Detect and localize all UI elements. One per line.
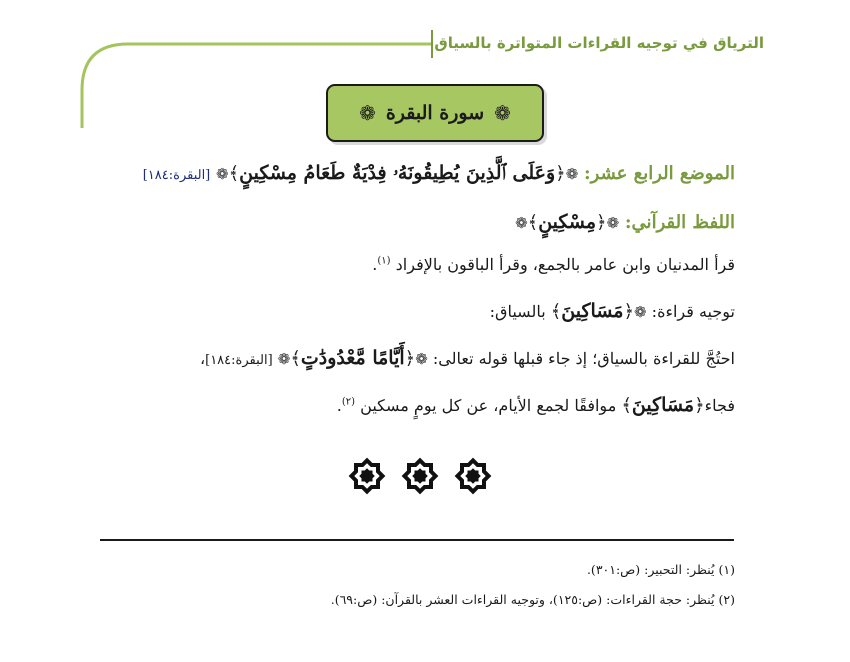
- tawjih-prefix: توجيه قراءة:: [651, 302, 735, 321]
- footnote: [95, 562, 735, 577]
- readings-line: [95, 255, 735, 274]
- ayah-bracket-open: ﴿: [694, 395, 705, 416]
- period: .: [336, 396, 342, 415]
- word-label: اللفظ القرآني:: [624, 212, 735, 233]
- surah-title: سورة البقرة: [385, 102, 485, 124]
- footnote-marker-1: (١): [377, 255, 391, 267]
- entry-ayah: وَعَلَى ٱلَّذِينَ يُطِيقُونَهُۥ فِدْيَةٌ طَعَامُ مِسْكِينٍ: [239, 162, 556, 184]
- readings-text: قرأ المدنيان وابن عامر بالجمع، وقرأ الباقون بالإفراد: [395, 255, 735, 274]
- star-ornament-icon: [398, 454, 442, 498]
- tawjih-suffix: بالسياق:: [489, 302, 546, 321]
- flower-close-icon: ❁: [216, 165, 229, 183]
- ayah-bracket-close: ﴾: [228, 163, 240, 184]
- tawjih-line: [95, 300, 735, 322]
- conclusion-prefix: فجاء: [704, 396, 735, 415]
- flower-open-icon: ❁: [634, 303, 647, 321]
- surah-title-box: [326, 84, 544, 142]
- footnote-divider: [100, 539, 734, 541]
- footnote-number: (١): [718, 562, 735, 577]
- ayah-bracket-close: ﴾: [550, 301, 562, 322]
- conclusion-text: موافقًا لجمع الأيام، عن كل يومٍ مسكين: [360, 396, 617, 415]
- argument-trail: ،: [199, 349, 206, 368]
- ayah-bracket-close: ﴾: [290, 348, 301, 369]
- ayah-bracket-open: ﴿: [596, 212, 607, 233]
- entry-line: [95, 162, 735, 184]
- conclusion-line: [95, 394, 735, 416]
- footnote-number: (٢): [718, 592, 735, 607]
- entry-reference: [البقرة:١٨٤]: [142, 168, 211, 183]
- flower-close-icon: ❁: [277, 350, 291, 368]
- conclusion-word: مَسَاكِينَ: [631, 394, 695, 416]
- period: .: [372, 255, 378, 274]
- ayah-bracket-open: ﴿: [555, 163, 566, 184]
- section-separator: [345, 452, 495, 500]
- running-title: الترياق في توجيه القراءات المتواترة بالسياق: [434, 34, 764, 52]
- entry-label: الموضع الرابع عشر:: [584, 163, 735, 184]
- footnote-text: يُنظر: التحبير: (ص:٣٠١).: [586, 562, 715, 577]
- ornament-left-icon: ❁: [359, 101, 376, 125]
- ayah-bracket-open: ﴿: [623, 301, 634, 322]
- ayah-bracket-close: ﴾: [527, 212, 539, 233]
- argument-text: احتُجَّ للقراءة بالسياق؛ إذ جاء قبلها قوله تعالى:: [432, 349, 735, 368]
- ayah-bracket-close: ﴾: [621, 395, 632, 416]
- ornament-right-icon: ❁: [494, 101, 511, 125]
- star-ornament-icon: [345, 454, 389, 498]
- flower-close-icon: ❁: [515, 214, 528, 232]
- word-line: [95, 211, 735, 233]
- star-ornament-icon: [451, 454, 495, 498]
- footnote-text: يُنظر: حجة القراءات: (ص:١٢٥)، وتوجيه القراءات العشر بالقرآن: (ص:٦٩).: [330, 592, 715, 607]
- argument-reference: [البقرة:١٨٤]: [205, 353, 273, 368]
- word-value: مِسْكِينٍ: [538, 211, 597, 233]
- flower-open-icon: ❁: [415, 350, 428, 368]
- ayah-bracket-open: ﴿: [404, 348, 416, 369]
- argument-ayah: أَيَّامًا مَّعْدُودَٰتٍ: [300, 347, 405, 369]
- footnote: [95, 592, 735, 607]
- flower-open-icon: ❁: [606, 214, 620, 232]
- footnote-marker-2: (٢): [341, 396, 356, 408]
- tawjih-word: مَسَاكِينَ: [561, 300, 624, 322]
- argument-line: [95, 347, 735, 369]
- flower-open-icon: ❁: [565, 165, 579, 183]
